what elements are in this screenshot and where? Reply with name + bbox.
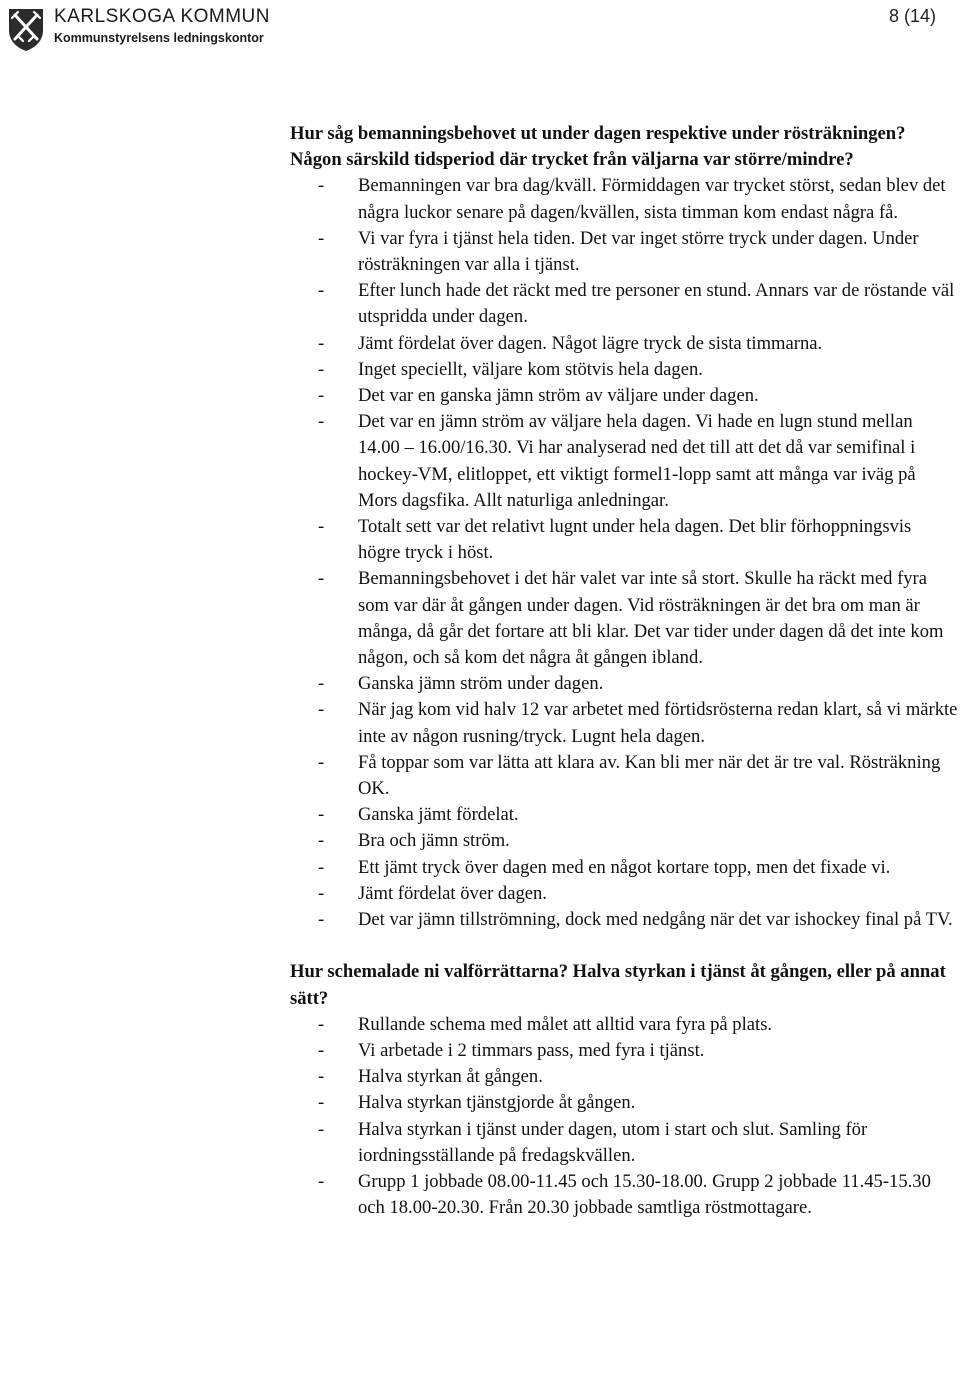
answer-text: Det var en ganska jämn ström av väljare under dagen. [358,385,759,407]
list-item: - Ett jämt tryck över dagen med en något kortare topp, men det fixade vi. [318,856,891,878]
answer-text: Ett jämt tryck över dagen med en något kortare topp, men det fixade vi. [358,856,891,878]
list-item: - Det var jämn tillströmning, dock med nedgång när det var ishockey final på TV. [318,909,953,931]
page-number: 8 (14) [888,6,936,26]
list-item: - Vi arbetade i 2 timmars pass, med fyra i tjänst. [318,1039,705,1061]
list-item: - Ganska jämt fördelat. [318,804,519,826]
list-item: - Det var en jämn ström av väljare hela dagen. Vi hade en lugn stund mellan 14.00 – 16.00/16.30. Vi har analyserad ned det till att det då var semifinal i hockey-VM, elitloppet, ett viktigt formel1-lopp samt att många var iväg på Mors dagsfika. Allt naturliga anledningar. [318,411,916,511]
list-item: - Totalt sett var det relativt lugnt under hela dagen. Det blir förhoppningsvis högre tryck i höst. [318,516,912,564]
list-item: - Jämt fördelat över dagen. Något lägre tryck de sista timmarna. [318,332,823,354]
section-scheduling [290,959,958,1221]
organization-unit: Kommunstyrelsens ledningskontor [54,31,264,45]
page-header [0,0,960,60]
list-item: - Bemanningen var bra dag/kväll. Förmiddagen var trycket störst, sedan blev det några luckor senare på dagen/kvällen, sista timman kom endast några få. [318,175,946,223]
answer-text: Totalt sett var det relativt lugnt under hela dagen. Det blir förhoppningsvis högre tryck i höst. [358,516,912,564]
list-item: - När jag kom vid halv 12 var arbetet med förtidsrösterna redan klart, så vi märkte inte av någon rusning/tryck. Lugnt hela dagen. [318,699,958,747]
crossed-swords-logo-icon [6,6,46,52]
answer-list [290,173,958,933]
list-item: - Bemanningsbehovet i det här valet var inte så stort. Skulle ha räckt med fyra som var där åt gången under dagen. Vid rösträkningen är det bra om man är många, då går det fortare att bli klar. Det var tider under dagen då det inte kom någon, och så kom det några åt gången ibland. [318,568,944,669]
list-item: - Halva styrkan åt gången. [318,1066,543,1088]
answer-text: Ganska jämt fördelat. [358,804,519,826]
answer-text: Efter lunch hade det räckt med tre personer en stund. Annars var de röstande väl utspridda under dagen. [358,280,955,328]
answer-text: Rullande schema med målet att alltid vara fyra på plats. [358,1013,773,1035]
list-item: - Få toppar som var lätta att klara av. Kan bli mer när det är tre val. Rösträkning OK. [318,751,941,800]
list-item: - Jämt fördelat över dagen. [318,882,547,904]
answer-text: Bra och jämn ström. [358,830,510,852]
answer-text: Halva styrkan i tjänst under dagen, utom i start och slut. Samling för iordningsställande på fredagskvällen. [358,1118,868,1166]
answer-text: Inget speciellt, väljare kom stötvis hela dagen. [358,358,703,380]
list-item: - Inget speciellt, väljare kom stötvis hela dagen. [318,358,703,380]
answer-text: Bemanningsbehovet i det här valet var inte så stort. Skulle ha räckt med fyra som var där åt gången under dagen. Vid rösträkningen är det bra om man är många, då går det fortare att bli klar. Det var tider under dagen då det inte kom någon, och så kom det några åt gången ibland. [358,568,944,669]
list-item: - Bra och jämn ström. [318,830,510,852]
answer-text: Halva styrkan åt gången. [358,1066,543,1088]
answer-text: Det var jämn tillströmning, dock med nedgång när det var ishockey final på TV. [358,909,953,931]
answer-text: Jämt fördelat över dagen. [358,882,547,904]
list-item: - Vi var fyra i tjänst hela tiden. Det var inget större tryck under dagen. Under rösträkningen var alla i tjänst. [318,227,919,276]
section-staffing-needs [290,121,958,933]
answer-text: När jag kom vid halv 12 var arbetet med förtidsrösterna redan klart, så vi märkte inte av någon rusning/tryck. Lugnt hela dagen. [358,699,958,747]
list-item: - Grupp 1 jobbade 08.00-11.45 och 15.30-18.00. Grupp 2 jobbade 11.45-15.30 och 18.00-20.30. Från 20.30 jobbade samtliga röstmottagare. [318,1170,931,1219]
list-item: - Efter lunch hade det räckt med tre personer en stund. Annars var de röstande väl utspridda under dagen. [318,280,955,328]
list-item: - Ganska jämn ström under dagen. [318,673,604,695]
list-item: - Halva styrkan i tjänst under dagen, utom i start och slut. Samling för iordningsställande på fredagskvällen. [318,1118,868,1166]
answer-text: Halva styrkan tjänstgjorde åt gången. [358,1092,636,1114]
answer-text: Ganska jämn ström under dagen. [358,673,604,695]
list-item: - Det var en ganska jämn ström av väljare under dagen. [318,385,759,407]
list-item: - Halva styrkan tjänstgjorde åt gången. [318,1092,636,1114]
list-item: - Rullande schema med målet att alltid vara fyra på plats. [318,1013,773,1035]
question-heading: Hur schemalade ni valförrättarna? Halva styrkan i tjänst åt gången, eller på annat sätt? [290,961,946,1009]
question-heading: Hur såg bemanningsbehovet ut under dagen respektive under rösträkningen? Någon särskild tidsperiod där trycket från väljarna var större/mindre? [290,123,906,171]
answer-list [290,1012,958,1222]
organization-block [54,6,270,46]
answer-text: Det var en jämn ström av väljare hela dagen. Vi hade en lugn stund mellan 14.00 – 16.00/16.30. Vi har analyserad ned det till att det då var semifinal i hockey-VM, elitloppet, ett viktigt formel1-lopp samt att många var iväg på Mors dagsfika. Allt naturliga anledningar. [358,411,916,511]
answer-text: Grupp 1 jobbade 08.00-11.45 och 15.30-18.00. Grupp 2 jobbade 11.45-15.30 och 18.00-20.30. Från 20.30 jobbade samtliga röstmottagare. [358,1170,931,1219]
answer-text: Jämt fördelat över dagen. Något lägre tryck de sista timmarna. [358,332,823,354]
answer-text: Vi arbetade i 2 timmars pass, med fyra i tjänst. [358,1039,705,1061]
answer-text: Vi var fyra i tjänst hela tiden. Det var inget större tryck under dagen. Under rösträkningen var alla i tjänst. [358,227,919,276]
answer-text: Få toppar som var lätta att klara av. Kan bli mer när det är tre val. Rösträkning OK. [358,751,941,800]
organization-name: KARLSKOGA KOMMUN [54,6,270,27]
answer-text: Bemanningen var bra dag/kväll. Förmiddagen var trycket störst, sedan blev det några luckor senare på dagen/kvällen, sista timman kom endast några få. [358,175,946,223]
document-body [290,121,958,1221]
